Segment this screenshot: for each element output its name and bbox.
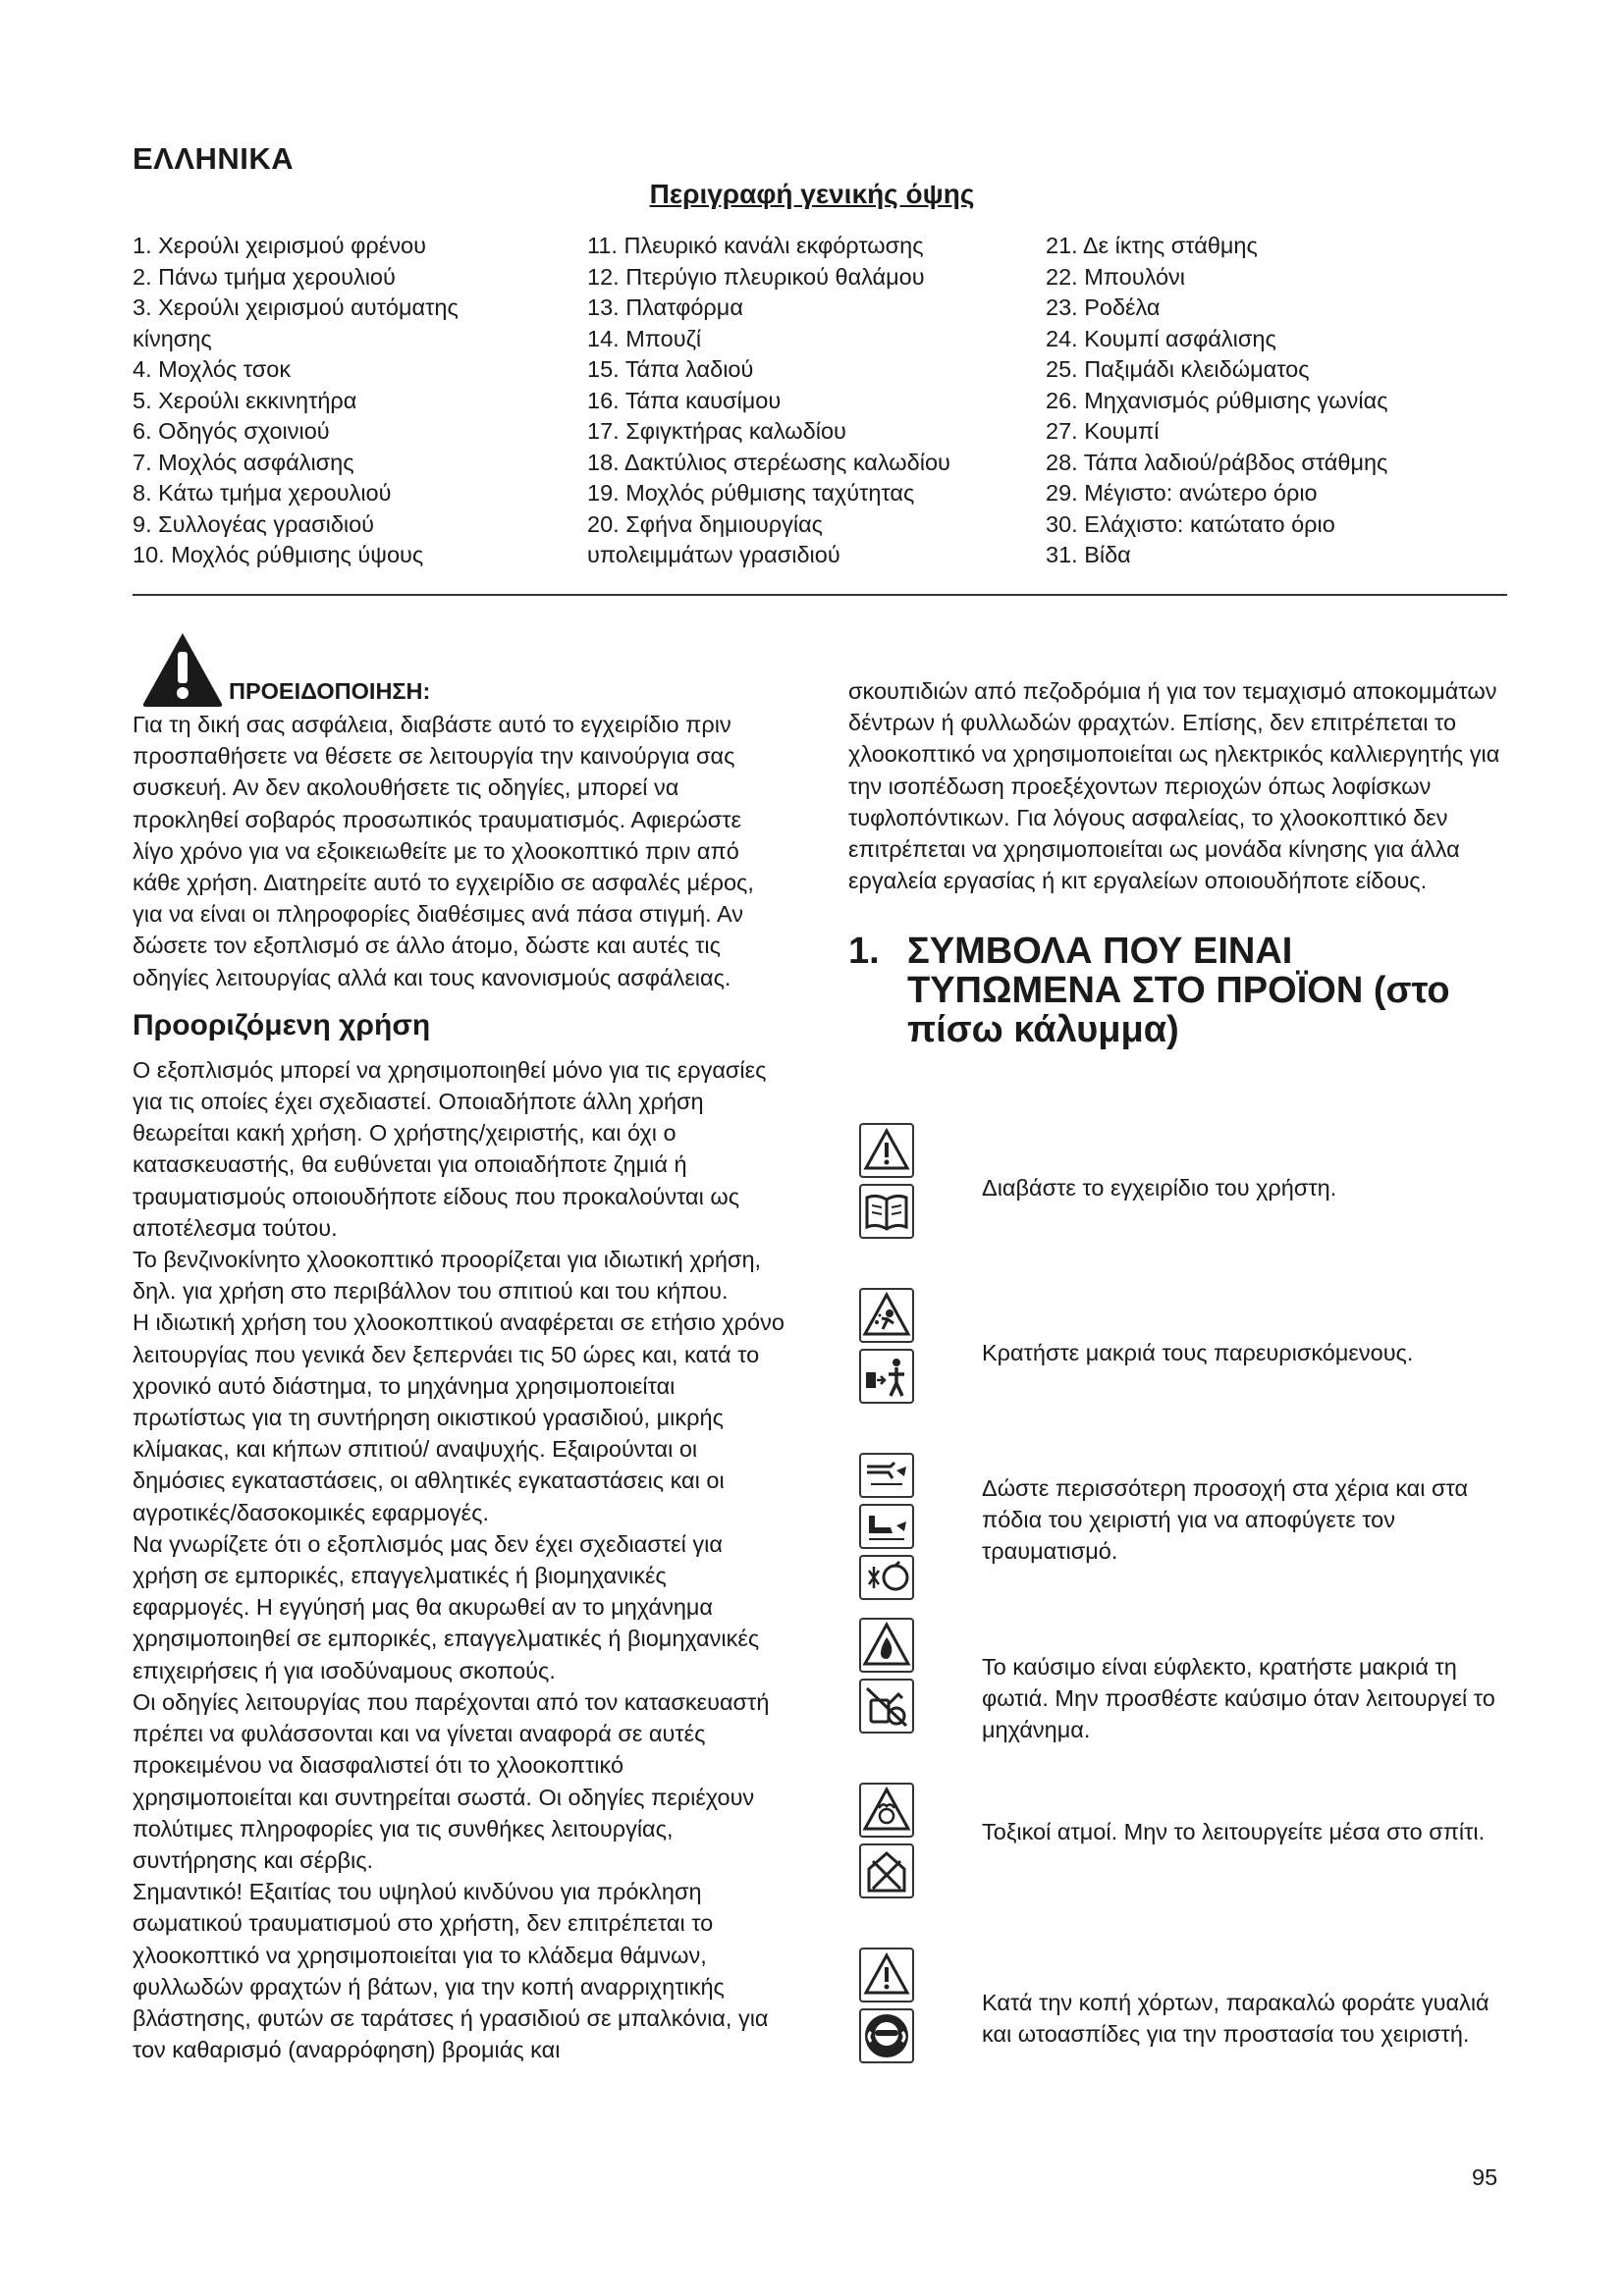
- part-item: 24. Κουμπί ασφάλισης: [1046, 325, 1276, 351]
- part-item: 20. Σφήνα δημιουργίας: [587, 510, 823, 537]
- section-divider: [133, 594, 1507, 596]
- symbol-description: Τοξικοί ατμοί. Μην το λειτουργείτε μέσα στο σπίτι.: [982, 1819, 1486, 1844]
- symbol-description: Δώστε περισσότερη προσοχή στα χέρια και στα πόδια του χειριστή για να αποφύγετε τον τραυματισμό.: [982, 1475, 1469, 1564]
- thrown-objects-icon: [859, 1288, 914, 1343]
- intended-use-continuation: σκουπιδιών από πεζοδρόμια ή για τον τεμαχισμό αποκομμάτων δέντρων ή φυλλωδών φραχτών. Επίσης, δεν επιτρέπεται το χλοοκοπτικό να χρησιμοποιείται ως ηλεκτρικός καλλιεργητής για την ισοπέδωση προεξέχοντων περιοχών όπως λοφίσκων τυφλοπόντικων. Για λόγους ασφαλείας, το χλοοκοπτικό δεν επιτρέπεται να χρησιμοποιείται ως μονάδα κίνησης για άλλα εργαλεία εργασίας ή κιτ εργαλείων οποιουδήποτε είδους.: [848, 678, 1500, 894]
- part-item: 2. Πάνω τμήμα χερουλιού: [133, 263, 396, 290]
- toxic-fumes-icon: [859, 1783, 914, 1838]
- part-item: 11. Πλευρικό κανάλι εκφόρτωσης: [587, 233, 924, 258]
- rotating-blade-icon: [859, 1555, 914, 1600]
- eye-ear-protection-icon: [859, 2008, 914, 2063]
- part-item: 5. Χερούλι εκκινητήρα: [133, 387, 357, 413]
- manual-book-icon: [859, 1184, 914, 1239]
- warning-title: ΠΡΟΕΙΔΟΠΟΙΗΣΗ:: [229, 677, 431, 704]
- section-number: 1.: [848, 931, 880, 973]
- part-item: 25. Παξιμάδι κλειδώματος: [1046, 356, 1310, 382]
- parts-column-3: [1046, 231, 1507, 571]
- intended-use-paragraph: Οι οδηγίες λειτουργίας που παρέχονται από τον κατασκευαστή πρέπει να φυλάσσονται και να γίνεται αναφορά σε αυτές προκειμένου να διασφαλιστεί ότι το χλοοκοπτικό χρησιμοποιείται και συντηρείται σωστά. Οι οδηγίες περιέχουν πολύτιμες πληροφορίες για τις συνθήκες λειτουργίας, συντήρησης και σέρβις.: [133, 1688, 770, 1873]
- part-item: 19. Μοχλός ρύθμισης ταχύτητας: [587, 480, 915, 506]
- warning-triangle-icon: [859, 1948, 914, 2002]
- symbol-row: [859, 1453, 1507, 1618]
- overview-title: Περιγραφή γενικής όψης: [649, 179, 975, 209]
- symbol-description: Το καύσιμο είναι εύφλεκτο, κρατήστε μακριά τη φωτιά. Μην προσθέστε καύσιμο όταν λειτουργεί το μηχάνημα.: [982, 1654, 1495, 1742]
- intended-use-paragraph: Η ιδιωτική χρήση του χλοοκοπτικού αναφέρεται σε ετήσιο χρόνο λειτουργίας που γενικά δεν ξεπερνάει τις 50 ώρες και, κατά το χρονικό αυτό διάστημα, το μηχάνημα χρησιμοποιείται πρωτίστως για τη συντήρηση οικιστικού γρασιδιού, μικρής κλίμακας, και κήπων σπιτιού/ αναψυχής. Εξαιρούνται οι δημόσιες εγκαταστάσεις, οι αθλητικές εγκαταστάσεις και οι αγροτικές/δασοκομικές εφαρμογές.: [133, 1309, 785, 1525]
- parts-list: [133, 231, 1507, 584]
- intended-use-paragraph: Το βενζινοκίνητο χλοοκοπτικό προορίζεται για ιδιωτική χρήση, δηλ. για χρήση στο περιβάλλον του σπιτιού και του κήπου.: [133, 1247, 762, 1305]
- fire-hazard-icon: [859, 1618, 914, 1673]
- warning-triangle-icon: [140, 630, 225, 709]
- section-title-text: ΣΥΜΒΟΛΑ ΠΟΥ ΕΙΝΑΙ ΤΥΠΩΜΕΝΑ ΣΤΟ ΠΡΟΪΟΝ (στο πίσω κάλυμμα): [907, 931, 1450, 1051]
- part-item: 29. Μέγιστο: ανώτερο όριο: [1046, 480, 1318, 506]
- left-column: [133, 628, 786, 2065]
- part-item: 1. Χερούλι χειρισμού φρένου: [133, 233, 426, 258]
- symbol-description: Κρατήστε μακριά τους παρευρισκόμενους.: [982, 1340, 1414, 1365]
- part-item: κίνησης: [133, 325, 212, 351]
- part-item: 23. Ροδέλα: [1046, 294, 1161, 320]
- warning-text: Για τη δική σας ασφάλεια, διαβάστε αυτό το εγχειρίδιο πριν προσπαθήσετε να θέσετε σε λειτουργία την καινούργια σας συσκευή. Αν δεν ακολουθήσετε τις οδηγίες, μπορεί να προκληθεί σοβαρός προσωπικός τραυματισμός. Αφιερώστε λίγο χρόνο για να εξοικειωθείτε με το χλοοκοπτικό πριν από κάθε χρήση. Διατηρείτε αυτό το εγχειρίδιο σε ασφαλές μέρος, για να είναι οι πληροφορίες διαθέσιμες ανά πάσα στιγμή. Αν δώσετε τον εξοπλισμό σε άλλο άτομο, δώστε και αυτές τις οδηγίες λειτουργίας αλλά και τους κανονισμούς ασφάλειας.: [133, 712, 754, 990]
- part-item: 17. Σφιγκτήρας καλωδίου: [587, 418, 846, 444]
- part-item: 21. Δε ίκτης στάθμης: [1046, 233, 1258, 258]
- symbols-list: [859, 1123, 1507, 2112]
- language-heading: ΕΛΛΗΝΙΚΑ: [133, 141, 295, 176]
- part-item: 26. Μηχανισμός ρύθμισης γωνίας: [1046, 387, 1388, 413]
- intended-use-paragraph: Ο εξοπλισμός μπορεί να χρησιμοποιηθεί μόνο για τις εργασίες για τις οποίες έχει σχεδιαστεί. Οποιαδήποτε άλλη χρήση θεωρείται κακή χρήση. Ο χρήστης/χειριστής, και όχι ο κατασκευαστής, θα ευθύνεται για οποιαδήποτε ζημιά ή τραυματισμούς οποιουδήποτε είδους που προκαλούνται ως αποτέλεσμα τούτου.: [133, 1056, 767, 1241]
- foot-blade-icon: [859, 1504, 914, 1549]
- warning-header: [133, 628, 786, 709]
- parts-column-1: [133, 231, 565, 571]
- part-item: 10. Μοχλός ρύθμισης ύψους: [133, 542, 424, 567]
- part-item: 6. Οδηγός σχοινιού: [133, 418, 330, 444]
- part-item: 12. Πτερύγιο πλευρικού θαλάμου: [587, 263, 925, 290]
- part-item: 28. Τάπα λαδιού/ράβδος στάθμης: [1046, 449, 1388, 475]
- part-item: 22. Μπουλόνι: [1046, 263, 1186, 290]
- parts-column-2: [587, 231, 1039, 571]
- intended-use-paragraph: Να γνωρίζετε ότι ο εξοπλισμός μας δεν έχει σχεδιαστεί για χρήση σε εμπορικές, επαγγελματικές ή βιομηχανικές εφαρμογές. Η εγγύησή μας θα ακυρωθεί αν το μηχάνημα χρησιμοποιηθεί σε εμπορικές, επαγγελματικές ή βιομηχανικές επιχειρήσεις ή για ισοδύναμους σκοπούς.: [133, 1530, 760, 1683]
- part-item: 30. Ελάχιστο: κατώτατο όριο: [1046, 510, 1335, 537]
- no-refuel-running-icon: [859, 1679, 914, 1734]
- part-item: υπολειμμάτων γρασιδιού: [587, 542, 840, 567]
- part-item: 27. Κουμπί: [1046, 418, 1160, 444]
- warning-triangle-icon: [859, 1123, 914, 1178]
- keep-bystanders-away-icon: [859, 1349, 914, 1404]
- part-item: 31. Βίδα: [1046, 542, 1131, 567]
- part-item: 18. Δακτύλιος στερέωσης καλωδίου: [587, 449, 950, 475]
- hand-blade-icon: [859, 1453, 914, 1498]
- part-item: 4. Μοχλός τσοκ: [133, 356, 292, 382]
- symbol-description: Διαβάστε το εγχειρίδιο του χρήστη.: [982, 1175, 1337, 1201]
- part-item: 3. Χερούλι χειρισμού αυτόματης: [133, 294, 459, 320]
- part-item: 8. Κάτω τμήμα χερουλιού: [133, 480, 392, 506]
- section-1-title: [848, 932, 1508, 1049]
- part-item: 13. Πλατφόρμα: [587, 294, 743, 320]
- part-item: 7. Μοχλός ασφάλισης: [133, 449, 354, 475]
- symbol-row: [859, 1783, 1507, 1948]
- page-number: 95: [1472, 2164, 1498, 2190]
- intended-use-paragraph: Σημαντικό! Εξαιτίας του υψηλού κινδύνου για πρόκληση σωματικού τραυματισμού στο χρήστη, δεν επιτρέπεται το χλοοκοπτικό να χρησιμοποιείται για το κλάδεμα θάμνων, φυλλωδών φραχτών ή βάτων, για την κοπή αναρριχητικής βλάστησης, φυτών σε ταράτσες ή γρασιδιού σε μπαλκόνια, για τον καθαρισμό (αναρρόφηση) βρομιάς και: [133, 1879, 769, 2063]
- symbol-row: [859, 1618, 1507, 1783]
- part-item: 15. Τάπα λαδιού: [587, 356, 754, 382]
- no-indoor-use-icon: [859, 1843, 914, 1898]
- part-item: 9. Συλλογέας γρασιδιού: [133, 510, 375, 537]
- symbol-row: [859, 1288, 1507, 1453]
- intended-use-heading: Προοριζόμενη χρήση: [133, 1008, 431, 1041]
- symbol-row: [859, 1948, 1507, 2112]
- right-column: [848, 675, 1508, 1049]
- part-item: 14. Μπουζί: [587, 325, 702, 351]
- symbol-description: Κατά την κοπή χόρτων, παρακαλώ φοράτε γυαλιά και ωτοασπίδες για την προστασία του χειριστή.: [982, 1990, 1489, 2047]
- symbol-row: [859, 1123, 1507, 1288]
- part-item: 16. Τάπα καυσίμου: [587, 387, 782, 413]
